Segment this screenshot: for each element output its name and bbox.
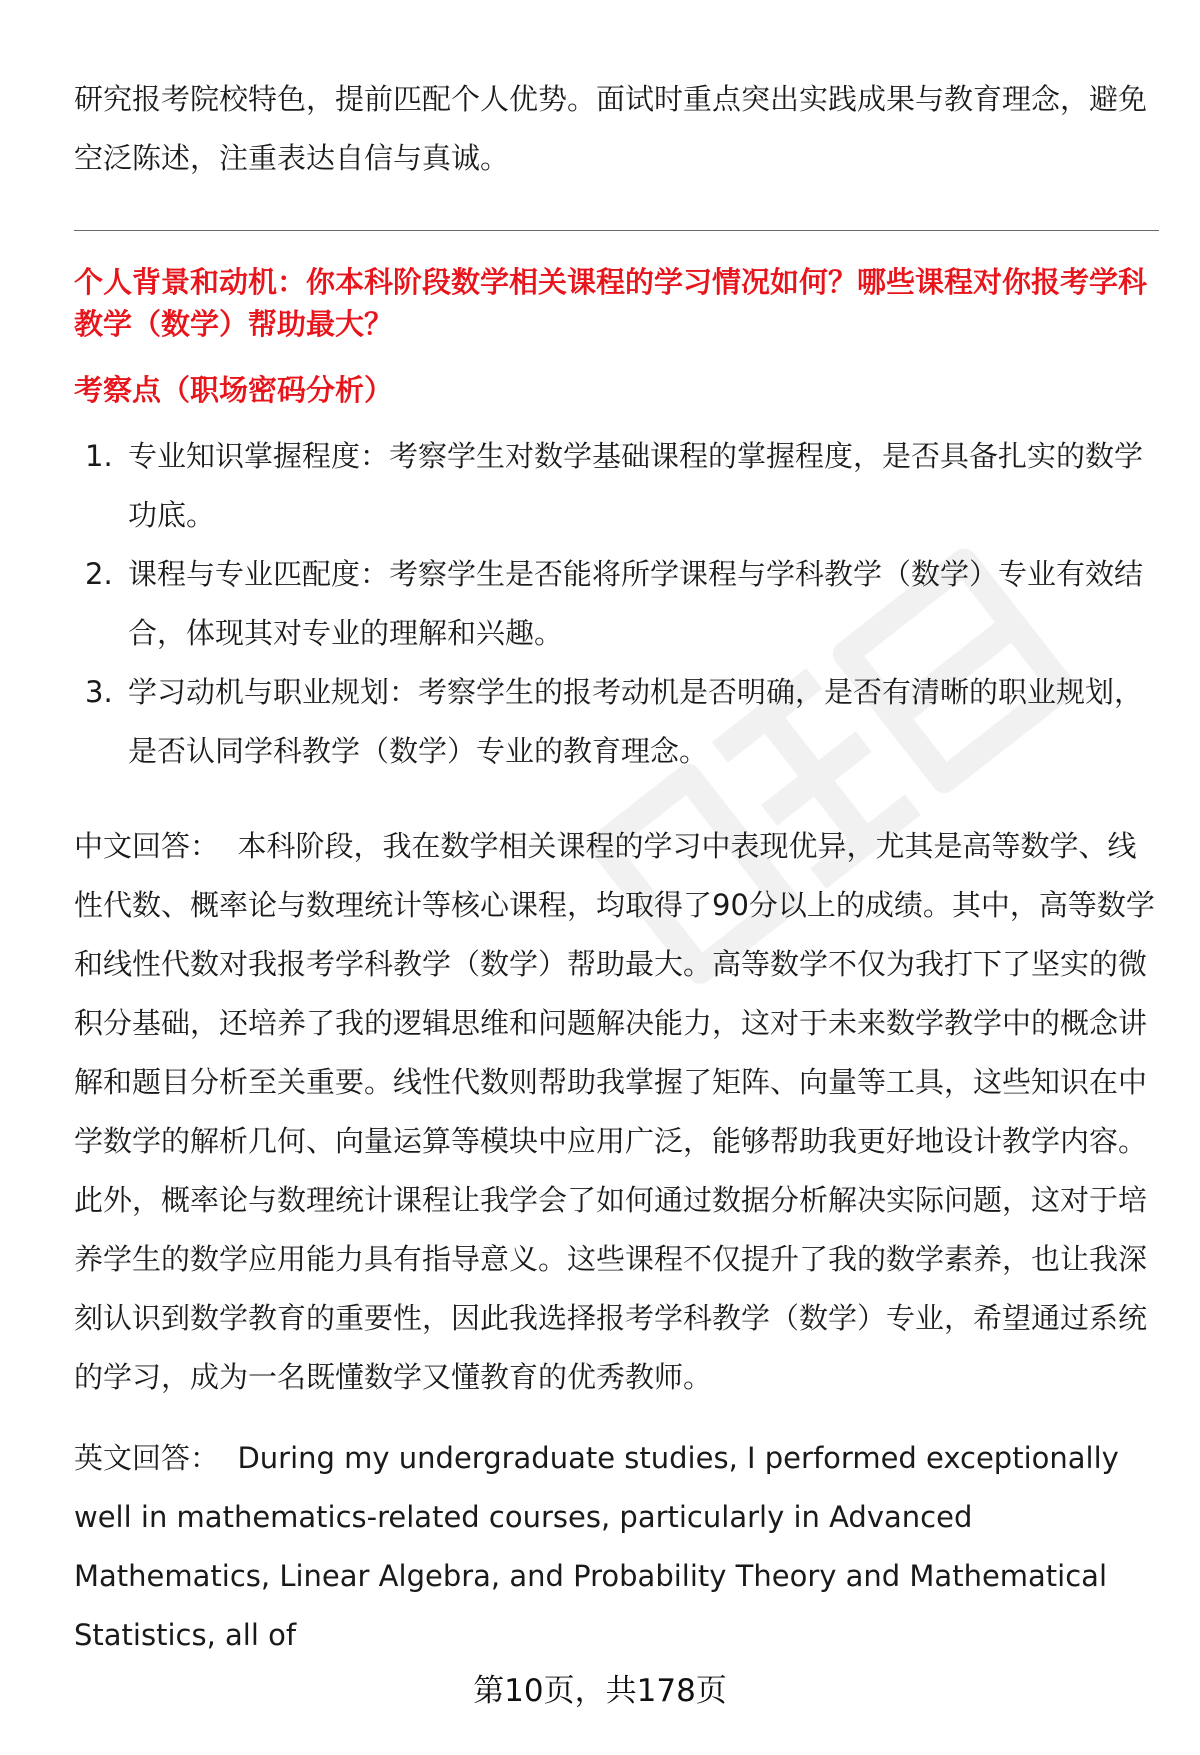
- chinese-answer-text: 本科阶段，我在数学相关课程的学习中表现优异，尤其是高等数学、线性代数、概率论与数理统计等核心课程，均取得了90分以上的成绩。其中，高等数学和线性代数对我报考学科教学（数学）帮助最大。高等数学不仅为我打下了坚实的微积分基础，还培养了我的逻辑思维和问题解决能力，这对于未来数学教学中的概念讲解和题目分析至关重要。线性代数则帮助我掌握了矩阵、向量等工具，这些知识在中学数学的解析几何、向量运算等模块中应用广泛，能够帮助我更好地设计教学内容。此外，概率论与数理统计课程让我学会了如何通过数据分析解决实际问题，这对于培养学生的数学应用能力具有指导意义。这些课程不仅提升了我的数学素养，也让我深刻认识到数学教育的重要性，因此我选择报考学科教学（数学）专业，希望通过系统的学习，成为一名既懂数学又懂教育的优秀教师。: [74, 829, 1155, 1394]
- question-heading: 个人背景和动机：你本科阶段数学相关课程的学习情况如何？哪些课程对你报考学科教学（数学）帮助最大？: [74, 265, 1148, 341]
- list-item: [74, 663, 1159, 781]
- chinese-answer-label: 中文回答：: [74, 829, 220, 863]
- list-item-text: 学习动机与职业规划：考察学生的报考动机是否明确，是否有清晰的职业规划，是否认同学科教学（数学）专业的教育理念。: [128, 675, 1144, 768]
- list-item: [74, 545, 1159, 663]
- document-page: [74, 70, 1159, 1665]
- list-item-number: 1.: [85, 439, 113, 473]
- list-item-text: 专业知识掌握程度：考察学生对数学基础课程的掌握程度，是否具备扎实的数学功底。: [128, 439, 1144, 532]
- english-answer-label: 英文回答：: [74, 1441, 220, 1475]
- intro-paragraph: 研究报考院校特色，提前匹配个人优势。面试时重点突出实践成果与教育理念，避免空泛陈述，注重表达自信与真诚。: [74, 82, 1148, 175]
- list-item: [74, 427, 1159, 545]
- english-answer-paragraph: [74, 1429, 1159, 1665]
- list-item-number: 3.: [85, 675, 113, 709]
- assessment-points-list: [74, 427, 1159, 781]
- page-number-footer: 第10页，共178页: [473, 1673, 727, 1709]
- list-item-text: 课程与专业匹配度：考察学生是否能将所学课程与学科教学（数学）专业有效结合，体现其对专业的理解和兴趣。: [128, 557, 1144, 650]
- list-item-number: 2.: [85, 557, 113, 591]
- section-divider: [74, 230, 1159, 231]
- chinese-answer-paragraph: [74, 817, 1159, 1407]
- english-answer-text: During my undergraduate studies, I performed exceptionally well in mathematics-related courses, particularly in Advanced Mathematics, Linear Algebra, and Probability Theory and Mathematical Statistics, all of: [74, 1441, 1119, 1652]
- assessment-points-heading: 考察点（职场密码分析）: [74, 373, 394, 407]
